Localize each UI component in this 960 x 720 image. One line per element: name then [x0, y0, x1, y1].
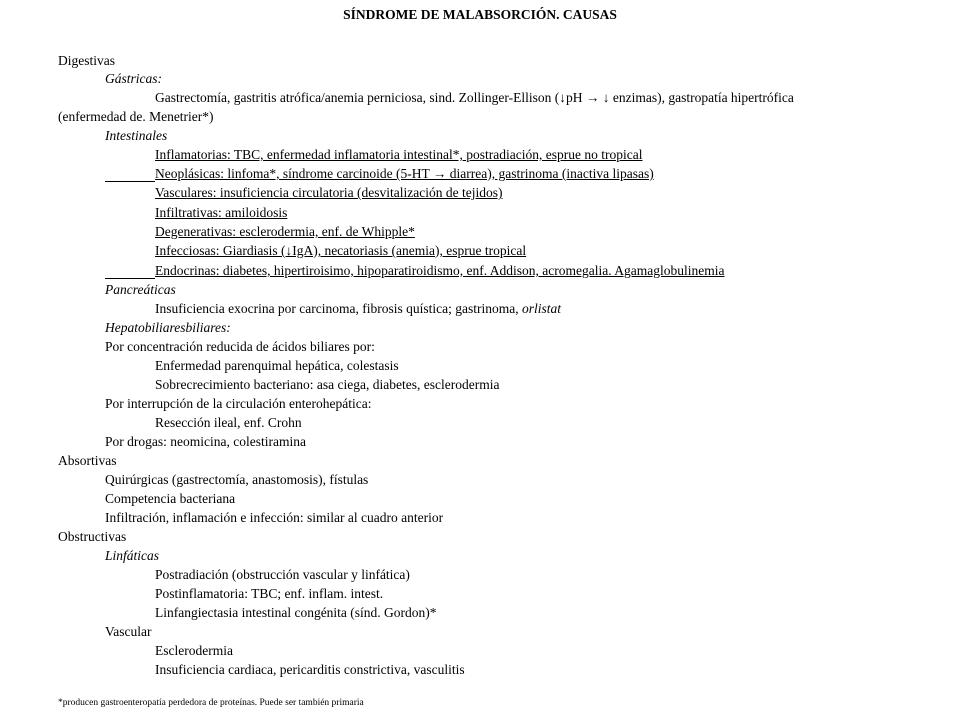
pancreaticas-line — [155, 300, 561, 318]
page-title: SÍNDROME DE MALABSORCIÓN. CAUSAS — [343, 7, 617, 22]
intestinales-neoplasicas: Neoplásicas: linfoma*, síndrome carcinoide (5-HT → diarrea), gastrinoma (inactiva lipasas) — [155, 166, 654, 181]
gastricas-line-2: (enfermedad de. Menetrier*) — [58, 109, 214, 124]
intestinales-infecciosas: Infecciosas: Giardiasis (↓IgA), necatoriasis (anemia), esprue tropical — [155, 243, 527, 258]
absortivas-infiltracion: Infiltración, inflamación e infección: similar al cuadro anterior — [105, 510, 444, 525]
linfaticas-postinflamatoria: Postinflamatoria: TBC; enf. inflam. intest. — [155, 586, 384, 601]
intestinales-degenerativas: Degenerativas: esclerodermia, enf. de Whipple* — [155, 224, 415, 239]
absortivas-competencia: Competencia bacteriana — [105, 491, 236, 506]
hepatobiliares-sobrecrecimiento: Sobrecrecimiento bacteriano: asa ciega, diabetes, esclerodermia — [155, 377, 500, 392]
hepatobiliares-parenquimal: Enfermedad parenquimal hepática, colestasis — [155, 358, 399, 373]
intestinales-vasculares: Vasculares: insuficiencia circulatoria (desvitalización de tejidos) — [155, 185, 503, 200]
linfaticas-postradiacion: Postradiación (obstrucción vascular y linfática) — [155, 567, 410, 582]
vascular-insuficiencia: Insuficiencia cardiaca, pericarditis constrictiva, vasculitis — [155, 662, 465, 677]
footnote: *producen gastroenteropatía perdedora de proteínas. Puede ser también primaria — [58, 698, 364, 708]
vascular-esclerodermia: Esclerodermia — [155, 643, 233, 658]
absortivas-quirurgicas: Quirúrgicas (gastrectomía, anastomosis), fístulas — [105, 472, 369, 487]
intestinales-infiltrativas: Infiltrativas: amiloidosis — [155, 205, 288, 220]
pancreaticas-text: Insuficiencia exocrina por carcinoma, fibrosis quística; gastrinoma, — [155, 301, 522, 316]
intestinales-inflamatorias: Inflamatorias: TBC, enfermedad inflamatoria intestinal*, postradiación, esprue no tropical — [155, 147, 643, 162]
section-obstructivas-heading: Obstructivas — [58, 529, 127, 544]
subsection-linfaticas-heading: Linfáticas — [105, 548, 160, 563]
linfaticas-linfangiectasia: Linfangiectasia intestinal congénita (sínd. Gordon)* — [155, 605, 437, 620]
subsection-pancreaticas-heading: Pancreáticas — [105, 282, 176, 297]
hepatobiliares-acidos: Por concentración reducida de ácidos biliares por: — [105, 339, 375, 354]
section-digestivas-heading: Digestivas — [58, 53, 115, 68]
section-absortivas-heading: Absortivas — [58, 453, 117, 468]
pancreaticas-orlistat: orlistat — [522, 301, 562, 316]
underline-leader — [105, 262, 155, 279]
hepatobiliares-drogas: Por drogas: neomicina, colestiramina — [105, 434, 306, 449]
underline-leader — [105, 165, 155, 182]
gastricas-line-1: Gastrectomía, gastritis atrófica/anemia perniciosa, sind. Zollinger-Ellison (↓pH → ↓ enzimas), gastropatía hipertrófica — [155, 90, 794, 105]
subsection-vascular-heading: Vascular — [105, 624, 152, 639]
intestinales-endocrinas: Endocrinas: diabetes, hipertiroisimo, hipoparatiroidismo, enf. Addison, acromegalia. Agamaglobulinemia — [155, 263, 725, 278]
subsection-hepatobiliares-heading: Hepatobiliaresbiliares: — [105, 320, 231, 335]
subsection-gastricas-heading: Gástricas: — [105, 71, 162, 86]
hepatobiliares-reseccion: Resección ileal, enf. Crohn — [155, 415, 302, 430]
hepatobiliares-interrupcion: Por interrupción de la circulación enterohepática: — [105, 396, 372, 411]
subsection-intestinales-heading: Intestinales — [105, 128, 168, 143]
